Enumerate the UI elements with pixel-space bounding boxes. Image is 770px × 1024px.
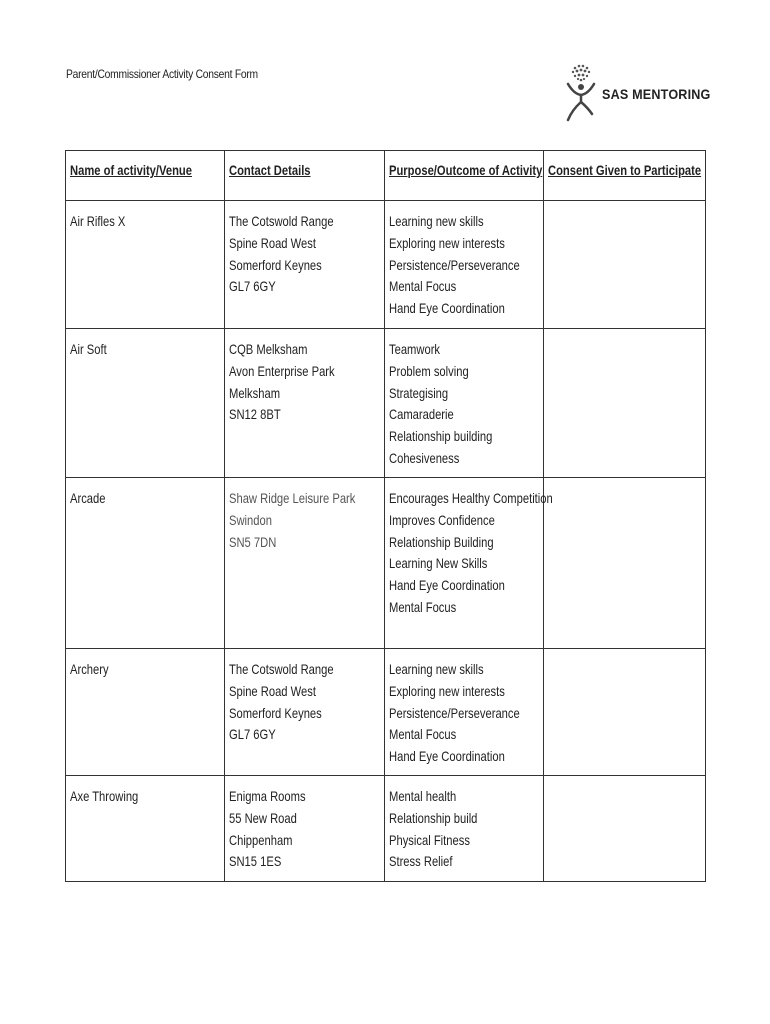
contact-cell: The Cotswold Range Spine Road West Somerford Keynes GL7 6GY [225, 649, 385, 776]
activity-cell: Air Rifles X [66, 201, 225, 329]
purpose-cell: Learning new skills Exploring new interests Persistence/Perseverance Mental Focus Hand Eye Coordination [385, 201, 544, 329]
purpose-cell: Learning new skills Exploring new interests Persistence/Perseverance Mental Focus Hand Eye Coordination [385, 649, 544, 776]
activity-cell: Archery [66, 649, 225, 776]
consent-cell[interactable] [544, 776, 706, 882]
contact-cell: CQB Melksham Avon Enterprise Park Melksham SN12 8BT [225, 329, 385, 478]
header-purpose: Purpose/Outcome of Activity [385, 151, 544, 201]
contact-cell: The Cotswold Range Spine Road West Somerford Keynes GL7 6GY [225, 201, 385, 329]
contact-cell: Shaw Ridge Leisure Park Swindon SN5 7DN [225, 478, 385, 649]
activity-cell: Arcade [66, 478, 225, 649]
purpose-cell: Encourages Healthy Competition Improves Confidence Relationship Building Learning New Skills Hand Eye Coordination Mental Focus [385, 478, 544, 649]
purpose-cell: Teamwork Problem solving Strategising Camaraderie Relationship building Cohesiveness [385, 329, 544, 478]
consent-cell[interactable] [544, 649, 706, 776]
header-contact: Contact Details [225, 151, 385, 201]
table-row [66, 329, 706, 478]
contact-cell: Enigma Rooms 55 New Road Chippenham SN15 1ES [225, 776, 385, 882]
purpose-cell: Mental health Relationship build Physical Fitness Stress Relief [385, 776, 544, 882]
consent-cell[interactable] [544, 478, 706, 649]
activity-cell: Axe Throwing [66, 776, 225, 882]
table-row [66, 201, 706, 329]
table-row [66, 649, 706, 776]
header-activity: Name of activity/Venue [66, 151, 225, 201]
consent-cell[interactable] [544, 329, 706, 478]
table-row [66, 776, 706, 882]
form-title: Parent/Commissioner Activity Consent Form [66, 67, 258, 81]
header-consent: Consent Given to Participate [544, 151, 706, 201]
table-row [66, 478, 706, 649]
logo-text: SAS MENTORING [602, 86, 711, 102]
table-header-row [66, 151, 706, 201]
consent-cell[interactable] [544, 201, 706, 329]
mentoring-figure-icon [562, 64, 602, 124]
sas-mentoring-logo [562, 64, 712, 124]
activity-cell: Air Soft [66, 329, 225, 478]
activity-consent-table [65, 150, 706, 882]
